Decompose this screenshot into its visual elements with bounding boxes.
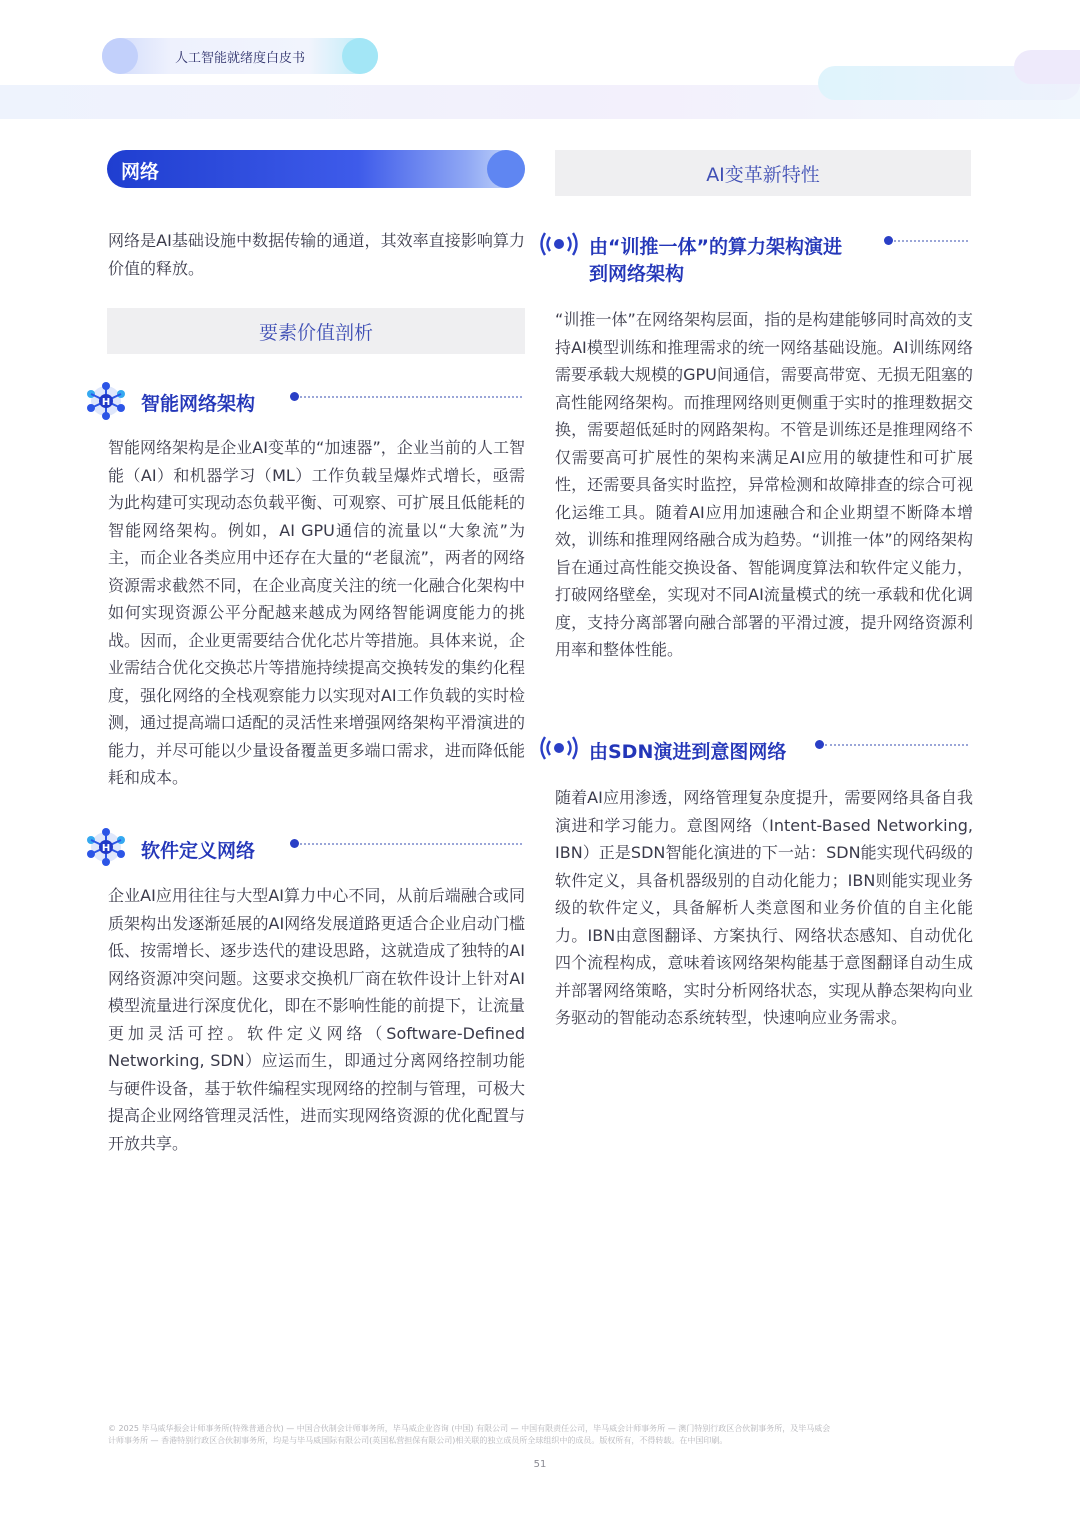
svg-text:H: H (101, 843, 111, 854)
network-hub-icon (86, 381, 126, 421)
section-heading-sdn: 软件定义网络 (141, 840, 256, 862)
heading-dotted-line (300, 396, 522, 398)
heading-dot (290, 392, 299, 401)
header-pill (102, 38, 378, 74)
heading-dotted-line (300, 843, 522, 845)
svg-text:H: H (101, 397, 111, 408)
section-banner-title: 网络 (121, 161, 160, 183)
ai-new-features-box: AI变革新特性 (555, 150, 971, 196)
heading-dot (815, 740, 824, 749)
heading-dot (884, 236, 893, 245)
value-analysis-box: 要素价值剖析 (107, 308, 525, 354)
page-number: 51 (533, 1459, 547, 1470)
network-hub-icon (86, 827, 126, 867)
section-heading-smart-network: 智能网络架构 (141, 393, 256, 415)
sdn-to-ibn-paragraph: 随着AI应用渗透，网络管理复杂度提升，需要网络具备自我演进和学习能力。意图网络（Intent-Based Networking, IBN）正是SDN智能化演进的下一站：SDN能实现代码级的软件定义，具备机器级别的自动化能力；IBN则能实现业务级的软件定义，具备解析人类意图和业务价值的自主化能力。IBN由意图翻译、方案执行、网络状态感知、自动优化四个流程构成，意味着该网络架构能基于意图翻译自动生成并部署网络策略，实时分析网络状态，实现从静态架构向业务驱动的智能动态系统转型，快速响应业务需求。 (555, 788, 973, 1027)
smart-network-paragraph: 智能网络架构是企业AI变革的“加速器”，企业当前的人工智能（AI）和机器学习（ML）工作负载呈爆炸式增长，亟需为此构建可实现动态负载平衡、可观察、可扩展且低能耗的智能网络架构。例如，AI GPU通信的流量以“大象流”为主，而企业各类应用中还存在大量的“老鼠流”，两者的网络资源需求截然不同，在企业高度关注的统一化融合化架构中如何实现资源公平分配越来越成为网络智能调度能力的挑战。因而，企业更需要结合优化芯片等措施。具体来说，企业需结合优化交换芯片等措施持续提高交换转发的集约化程度，强化网络的全栈观察能力以实现对AI工作负载的实时检测，通过提高端口适配的灵活性来增强网络架构平滑演进的能力，并尽可能以少量设备覆盖更多端口需求，进而降低能耗和成本。 (108, 438, 525, 787)
section-heading-train-infer: 由“训推一体”的算力架构演进 (589, 236, 842, 258)
heading-dotted-line (825, 744, 968, 746)
header-decoration (1014, 50, 1080, 84)
intro-paragraph: 网络是AI基础设施中数据传输的通道，其效率直接影响算力价值的释放。 (108, 231, 525, 278)
document-title: 人工智能就绪度白皮书 (174, 51, 305, 66)
heading-dotted-line (894, 240, 968, 242)
copyright-line: © 2025 毕马威华振会计师事务所(特殊普通合伙) — 中国合伙制会计师事务所，毕马威企业咨询 (中国) 有限公司 — 中国有限责任公司，毕马威会计师事务所 — 澳门特别行政区合伙制事务所，及毕马威会 (108, 1424, 831, 1433)
heading-dot (290, 839, 299, 848)
section-heading-train-infer-line2: 到网络架构 (589, 263, 685, 285)
copyright-note (108, 1423, 974, 1447)
sdn-paragraph: 企业AI应用往往与大型AI算力中心不同，从前后端融合或同质架构出发逐渐延展的AI网络发展道路更适合企业启动门槛低、按需增长、逐步迭代的建设思路，这就造成了独特的AI网络资源冲突问题。这要求交换机厂商在软件设计上针对AI模型流量进行深度优化，即在不影响性能的前提下，让流量更加灵活可控。软件定义网络（Software-Defined Networking, SDN）应运而生，即通过分离网络控制功能与硬件设备，基于软件编程实现网络的控制与管理，可极大提高企业网络管理灵活性，进而实现网络资源的优化配置与开放共享。 (108, 886, 525, 1153)
signal-antenna-icon (539, 229, 579, 259)
copyright-line: 计师事务所 — 香港特别行政区合伙制事务所，均是与毕马威国际有限公司(英国私营担保有限公司)相关联的独立成员所全球组织中的成员。版权所有，不得转载。在中国印刷。 (108, 1436, 728, 1445)
banner-cap (487, 150, 525, 188)
train-infer-paragraph: “训推一体”在网络架构层面，指的是构建能够同时高效的支持AI模型训练和推理需求的统一网络基础设施。AI训练网络需要承载大规模的GPU间通信，需要高带宽、无损无阻塞的高性能网络架构。而推理网络则更侧重于实时的推理数据交换，需要超低延时的网路架构。不管是训练还是推理网络不仅需要高可扩展性的架构来满足AI应用的敏捷性和可扩展性，还需要具备实时监控，异常检测和故障排查的综合可视化运维工具。随着AI应用加速融合和企业期望不断降本增效，训练和推理网络融合成为趋势。“训推一体”的网络架构旨在通过高性能交换设备、智能调度算法和软件定义能力，打破网络壁垒，实现对不同AI流量模式的统一承载和优化调度，支持分离部署向融合部署的平滑过渡，提升网络资源利用率和整体性能。 (555, 310, 973, 659)
section-banner (107, 150, 525, 188)
signal-antenna-icon (539, 733, 579, 763)
section-heading-sdn-to-ibn: 由SDN演进到意图网络 (589, 741, 787, 763)
